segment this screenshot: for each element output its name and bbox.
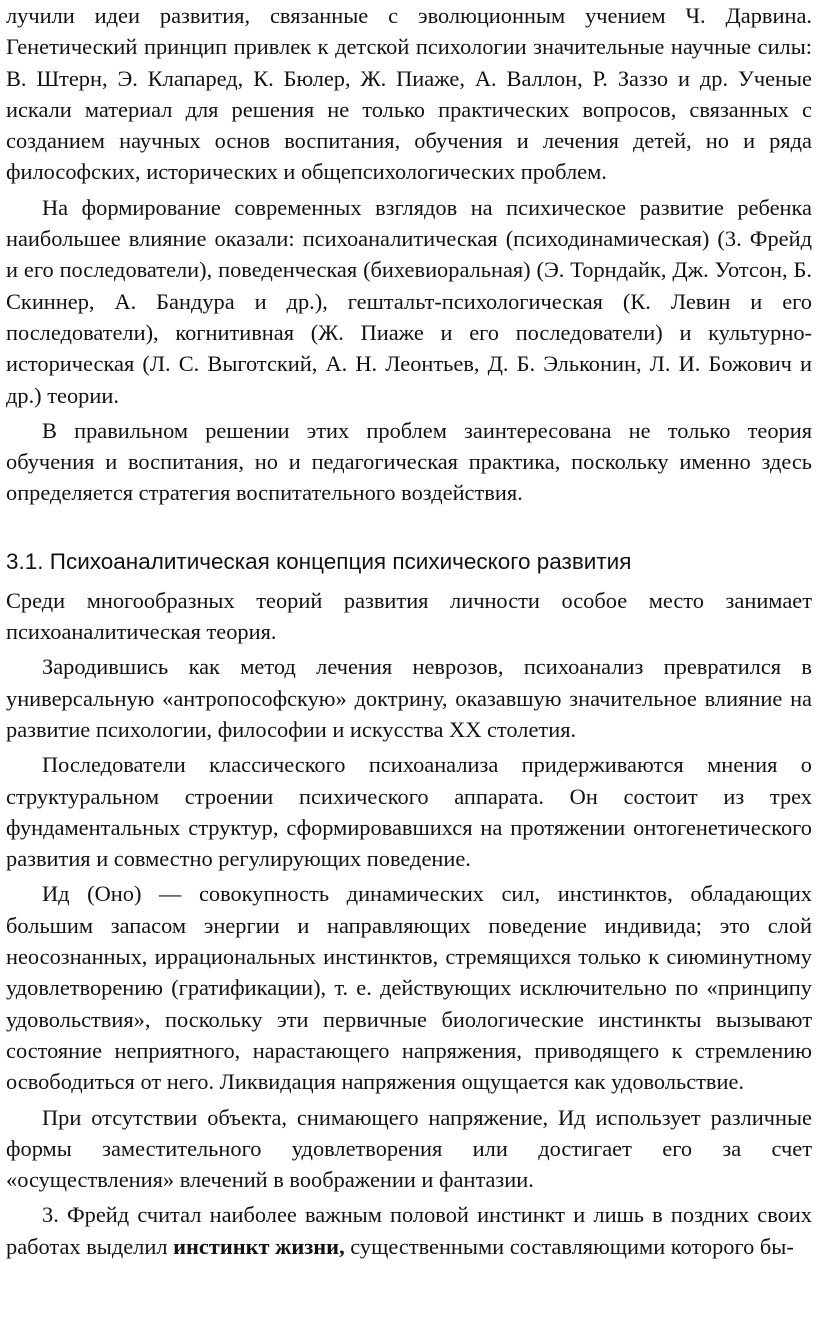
instinct-text-after: существенными составляющими которого бы- [344, 1233, 794, 1259]
paragraph-theories: На формирование современных взглядов на психическое развитие ребенка наибольшее влияние оказали: психоаналитическая (психодинамическая) (3. Фрейд и его последователи), поведенческая (бихевиоральная) (Э. Торндайк, Дж. Уотсон, Б. Скиннер, А. Бандура и др.), гештальт-психологическая (К. Левин и его последователи), когнитивная (Ж. Пиаже и его последователи) и культурно-историческая (Л. С. Выготский, А. Н. Леонтьев, Д. Б. Эльконин, Л. И. Божович и др.) теории. [6, 194, 812, 408]
paragraph-intro: Среди многообразных теорий развития личности особое место занимает психоаналитическая теория. [6, 587, 812, 645]
paragraph-practice: В правильном решении этих проблем заинтересована не только теория обучения и воспитания, но и педагогическая практика, поскольку именно здесь определяется стратегия воспитательного воздействия. [6, 417, 812, 506]
document-page [6, 0, 812, 1262]
section-gap [6, 509, 812, 547]
section-heading: 3.1. Психоаналитическая концепция психического развития [6, 548, 632, 574]
instinct-text-before: 3. Фрейд считал наиболее важным половой инстинкт и лишь в поздних своих работах выделил [6, 1202, 812, 1259]
paragraph-darwin: лучили идеи развития, связанные с эволюционным учением Ч. Дарвина. Генетический принцип привлек к детской психологии значительные научные силы: В. Штерн, Э. Клапаред, К. Бюлер, Ж. Пиаже, А. Валлон, Р. Заззо и др. Ученые искали материал для решения не только практических вопросов, связанных с созданием научных основ воспитания, обучения и лечения детей, но и ряда философских, исторических и общепсихологических проблем. [6, 3, 812, 185]
paragraph-id: Ид (Оно) — совокупность динамических сил, инстинктов, обладающих большим запасом энергии и направляющих поведение индивида; это слой неосознанных, иррациональных инстинктов, стремящихся только к сиюминутному удовлетворению (гратификации), т. е. действующих исключительно по «принципу удовольствия», поскольку эти первичные биологические инстинкты вызывают состояние неприятного, нарастающего напряжения, приводящего к стремлению освободиться от него. Ликвидация напряжения ощущается как удовольствие. [6, 881, 812, 1095]
paragraph-instinct [6, 1199, 812, 1262]
paragraph-structure: Последователи классического психоанализа придерживаются мнения о структуральном строении психического аппарата. Он состоит из трех фундаментальных структур, сформировавшихся на протяжении онтогенетического развития и совместно регулирующих поведение. [6, 752, 812, 872]
paragraph-substitute: При отсутствии объекта, снимающего напряжение, Ид использует различные формы заместительного удовлетворения или достигает его за счет «осуществления» влечений в воображении и фантазии. [6, 1104, 812, 1193]
paragraph-neurosis: Зародившись как метод лечения неврозов, психоанализ превратился в универсальную «антропософскую» доктрину, оказавшую значительное влияние на развитие психологии, философии и искусства XX столетия. [6, 654, 812, 742]
instinct-life-bold: инстинкт жизни, [173, 1233, 345, 1259]
